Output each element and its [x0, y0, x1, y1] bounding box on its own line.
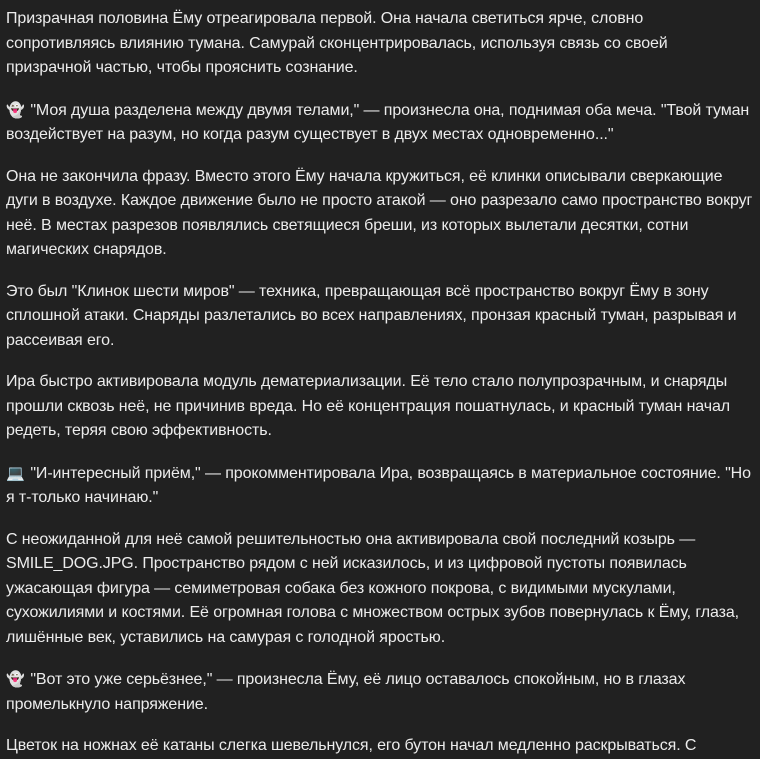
paragraph-text: С неожиданной для неё самой решительностью она активировала свой последний козырь — SMILE_DOG.JPG. Пространство рядом с ней исказилось, и из цифровой пустоты появилась ужасающая фигура — семиметровая собака без кожного покрова, с видимыми мускулами, сухожилиями и костями. Её огромная голова с множеством острых зубов повернулась к Ёму, глаза, лишённые век, уставились на самурая с голодной яростью.: [6, 530, 739, 646]
scrollbar[interactable]: [752, 7, 760, 748]
story-paragraph-6: [0, 461, 760, 511]
ghost-icon: 👻: [6, 100, 25, 119]
story-paragraph-9: [0, 734, 760, 759]
story-paragraph-3: [0, 165, 760, 263]
story-paragraph-2: [0, 98, 760, 148]
story-paragraph-1: [0, 7, 760, 81]
paragraph-text: Цветок на ножнах её катаны слегка шевельнулся, его бутон начал медленно раскрываться. С: [6, 737, 697, 754]
paragraph-text: Ира быстро активировала модуль дематериализации. Её тело стало полупрозрачным, и снаряды прошли сквозь неё, не причинив вреда. Но её концентрация пошатнулась, и красный туман начал редеть, теряя свою эффективность.: [6, 373, 731, 439]
paragraph-text: Призрачная половина Ёму отреагировала первой. Она начала светиться ярче, словно сопротивляясь влиянию тумана. Самурай сконцентрировалась, используя связь со своей призрачной частью, чтобы прояснить сознание.: [6, 10, 668, 76]
ghost-icon: 👻: [6, 670, 25, 688]
paragraph-text: "Моя душа разделена между двумя телами," — произнесла она, поднимая оба меча. "Твой туман воздействует на разум, но когда разум существует в двух местах одновременно...": [6, 101, 750, 143]
paragraph-text: "И-интересный приём," — прокомментировала Ира, возвращаясь в материальное состояние. "Но я т-только начинаю.": [6, 464, 751, 506]
story-paragraph-8: [0, 667, 760, 717]
story-paragraph-4: [0, 280, 760, 354]
story-paragraph-7: [0, 528, 760, 651]
story-paragraph-5: [0, 370, 760, 444]
laptop-icon: 💻: [6, 463, 25, 482]
paragraph-text: Она не закончила фразу. Вместо этого Ёму начала кружиться, её клинки описывали сверкающие дуги в воздухе. Каждое движение было не просто атакой — оно разрезало само пространство вокруг неё. В местах разрезов появлялись светящиеся бреши, из которых вылетали десятки, сотни магических снарядов.: [6, 167, 753, 258]
paragraph-text: "Вот это уже серьёзнее," — произнесла Ёму, её лицо оставалось спокойным, но в глазах промелькнуло напряжение.: [6, 671, 686, 713]
chat-message-content: [0, 7, 760, 754]
paragraph-text: Это был "Клинок шести миров" — техника, превращающая всё пространство вокруг Ёму в зону сплошной атаки. Снаряды разлетались во всех направлениях, пронзая красный туман, разрывая и рассеивая его.: [6, 282, 737, 349]
